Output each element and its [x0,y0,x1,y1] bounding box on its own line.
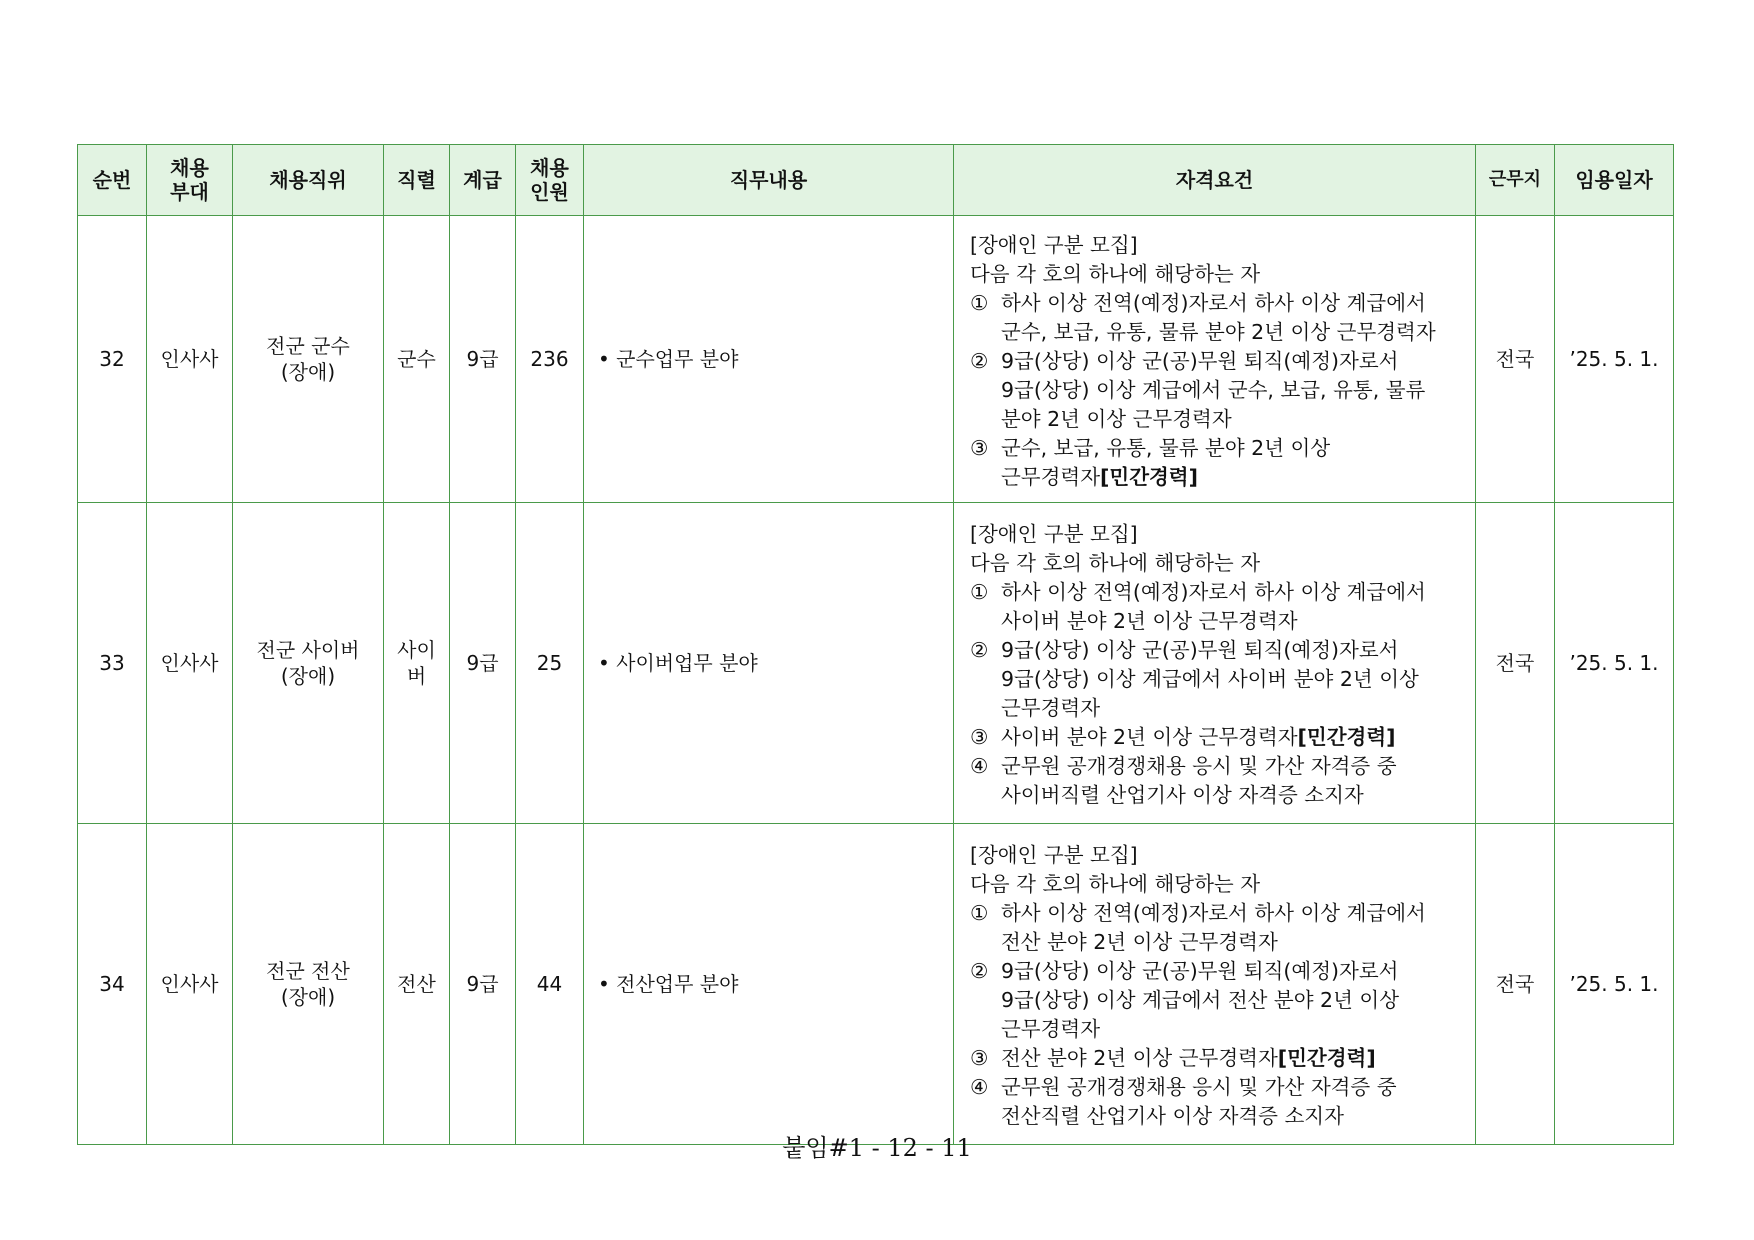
header-position: 채용직위 [233,145,384,216]
qual-item [970,752,1469,810]
cell-location: 전국 [1476,216,1555,503]
qual-item [970,1044,1469,1073]
cell-series [384,503,450,824]
qual-item-line: 9급(상당) 이상 군(공)무원 퇴직(예정)자로서 [1001,638,1399,662]
qual-intro: 다음 각 호의 하나에 해당하는 자 [970,261,1261,286]
cell-position-line1: 전군 전산 [266,959,350,983]
qual-item-line: 9급(상당) 이상 계급에서 전산 분야 2년 이상 [1001,988,1400,1012]
qual-item [970,578,1469,636]
header-no: 순번 [78,145,147,216]
qual-item-line: 근무경력자 [1001,696,1101,720]
cell-position-line1: 전군 사이버 [256,638,360,662]
header-count-line2: 인원 [530,180,569,204]
qual-item-mark: ④ [970,754,989,778]
qual-item-body [1001,723,1469,752]
cell-series [384,824,450,1145]
qual-title: [장애인 구분 모집] [970,232,1138,257]
civilian-experience-tag: [민간경력] [1100,464,1198,489]
cell-duties: • 군수업무 분야 [584,216,954,503]
qual-item-body [1001,347,1469,434]
qual-item-mark: ③ [970,1046,989,1070]
cell-qualifications [954,503,1476,824]
cell-position [233,503,384,824]
qual-item-line: 군무원 공개경쟁채용 응시 및 가산 자격증 중 [1001,1075,1397,1099]
cell-position-line2: (장애) [280,360,336,384]
page-number-footer: 붙임#1 - 12 - 11 [782,1134,972,1162]
cell-location: 전국 [1476,503,1555,824]
qual-title: [장애인 구분 모집] [970,843,1138,867]
qual-item-mark: ② [970,638,989,662]
cell-grade: 9급 [450,216,516,503]
qual-item-line: 하사 이상 전역(예정)자로서 하사 이상 계급에서 [1001,290,1426,315]
qual-item [970,1073,1469,1131]
qual-item-line: 9급(상당) 이상 계급에서 사이버 분야 2년 이상 [1001,667,1419,691]
cell-date: ’25. 5. 1. [1555,216,1674,503]
qual-item-line: 군수, 보급, 유통, 물류 분야 2년 이상 [1001,435,1331,460]
cell-grade: 9급 [450,824,516,1145]
qual-item-line: 하사 이상 전역(예정)자로서 하사 이상 계급에서 [1001,901,1426,925]
qual-item-mark: ④ [970,1075,989,1099]
header-row [78,145,1674,216]
qual-item [970,434,1469,492]
qual-item-line: 전산 분야 2년 이상 근무경력자 [1001,930,1278,954]
cell-no: 32 [78,216,147,503]
cell-position-line1: 전군 군수 [266,334,350,358]
cell-series [384,216,450,503]
cell-series-line1: 전산 [397,972,436,996]
cell-count: 236 [516,216,584,503]
qual-item-line: 9급(상당) 이상 계급에서 군수, 보급, 유통, 물류 [1001,377,1426,402]
cell-position-line2: (장애) [280,985,336,1009]
cell-series-line1: 군수 [397,347,436,371]
qual-item-line: 근무경력자 [1001,1017,1101,1041]
qual-item-line: 군무원 공개경쟁채용 응시 및 가산 자격증 중 [1001,754,1397,778]
qual-item-text: 근무경력자 [1001,464,1101,489]
header-series: 직렬 [384,145,450,216]
cell-no: 33 [78,503,147,824]
qual-item-line: 사이버직렬 산업기사 이상 자격증 소지자 [1001,783,1364,807]
header-qualifications: 자격요건 [954,145,1476,216]
qual-item-body [1001,957,1469,1044]
header-unit-line2: 부대 [170,180,209,204]
qual-item-line [1001,463,1469,492]
qual-item-mark: ① [970,580,989,604]
qual-item-body [1001,1044,1469,1073]
qual-item [970,899,1469,957]
table-row [78,824,1674,1145]
qual-item-body [1001,578,1469,636]
civilian-experience-tag: [민간경력] [1297,725,1396,749]
qual-item-text: 사이버 분야 2년 이상 근무경력자 [1001,725,1298,749]
cell-unit: 인사사 [147,503,233,824]
cell-position [233,216,384,503]
cell-position [233,824,384,1145]
qual-intro: 다음 각 호의 하나에 해당하는 자 [970,872,1261,896]
cell-location: 전국 [1476,824,1555,1145]
qual-item-mark: ① [970,290,989,315]
qual-item-line: 9급(상당) 이상 군(공)무원 퇴직(예정)자로서 [1001,959,1399,983]
cell-grade: 9급 [450,503,516,824]
qual-item [970,636,1469,723]
qual-item-body [1001,1073,1469,1131]
qual-item-line: 군수, 보급, 유통, 물류 분야 2년 이상 근무경력자 [1001,319,1436,344]
cell-qualifications [954,824,1476,1145]
cell-position-line2: (장애) [280,664,336,688]
header-grade: 계급 [450,145,516,216]
qual-item-text: 전산 분야 2년 이상 근무경력자 [1001,1046,1278,1070]
qual-item-body [1001,636,1469,723]
cell-count: 25 [516,503,584,824]
qual-item-mark: ② [970,348,989,373]
cell-duties: • 전산업무 분야 [584,824,954,1145]
cell-date: ’25. 5. 1. [1555,824,1674,1145]
qual-item-body [1001,289,1469,347]
qual-item [970,957,1469,1044]
table-row [78,503,1674,824]
qual-item-line [1001,1044,1469,1073]
cell-duties: • 사이버업무 분야 [584,503,954,824]
header-count [516,145,584,216]
qual-item-line: 9급(상당) 이상 군(공)무원 퇴직(예정)자로서 [1001,348,1399,373]
header-duties: 직무내용 [584,145,954,216]
qual-item-body [1001,752,1469,810]
qual-item-line: 전산직렬 산업기사 이상 자격증 소지자 [1001,1104,1344,1128]
cell-series-line2: 버 [406,664,427,688]
recruitment-table [77,144,1674,1145]
qual-item-line [1001,723,1469,752]
qual-item-mark: ③ [970,725,989,749]
qual-item-mark: ② [970,959,989,983]
qual-intro: 다음 각 호의 하나에 해당하는 자 [970,551,1261,575]
header-unit-line1: 채용 [170,156,209,180]
qual-item-body [1001,434,1469,492]
qual-item [970,347,1469,434]
header-location: 근무지 [1476,145,1555,216]
cell-no: 34 [78,824,147,1145]
civilian-experience-tag: [민간경력] [1277,1046,1376,1070]
qual-item-mark: ① [970,901,989,925]
cell-qualifications [954,216,1476,503]
table-row [78,216,1674,503]
qual-item [970,723,1469,752]
qual-item-line: 사이버 분야 2년 이상 근무경력자 [1001,609,1298,633]
header-count-line1: 채용 [530,156,569,180]
qual-item-mark: ③ [970,435,989,460]
qual-item-body [1001,899,1469,957]
cell-unit: 인사사 [147,216,233,503]
qual-item-line: 분야 2년 이상 근무경력자 [1001,406,1232,431]
header-unit [147,145,233,216]
qual-item-line: 하사 이상 전역(예정)자로서 하사 이상 계급에서 [1001,580,1426,604]
header-date: 임용일자 [1555,145,1674,216]
qual-title: [장애인 구분 모집] [970,522,1138,546]
cell-date: ’25. 5. 1. [1555,503,1674,824]
cell-unit: 인사사 [147,824,233,1145]
cell-series-line1: 사이 [397,638,436,662]
cell-count: 44 [516,824,584,1145]
qual-item [970,289,1469,347]
